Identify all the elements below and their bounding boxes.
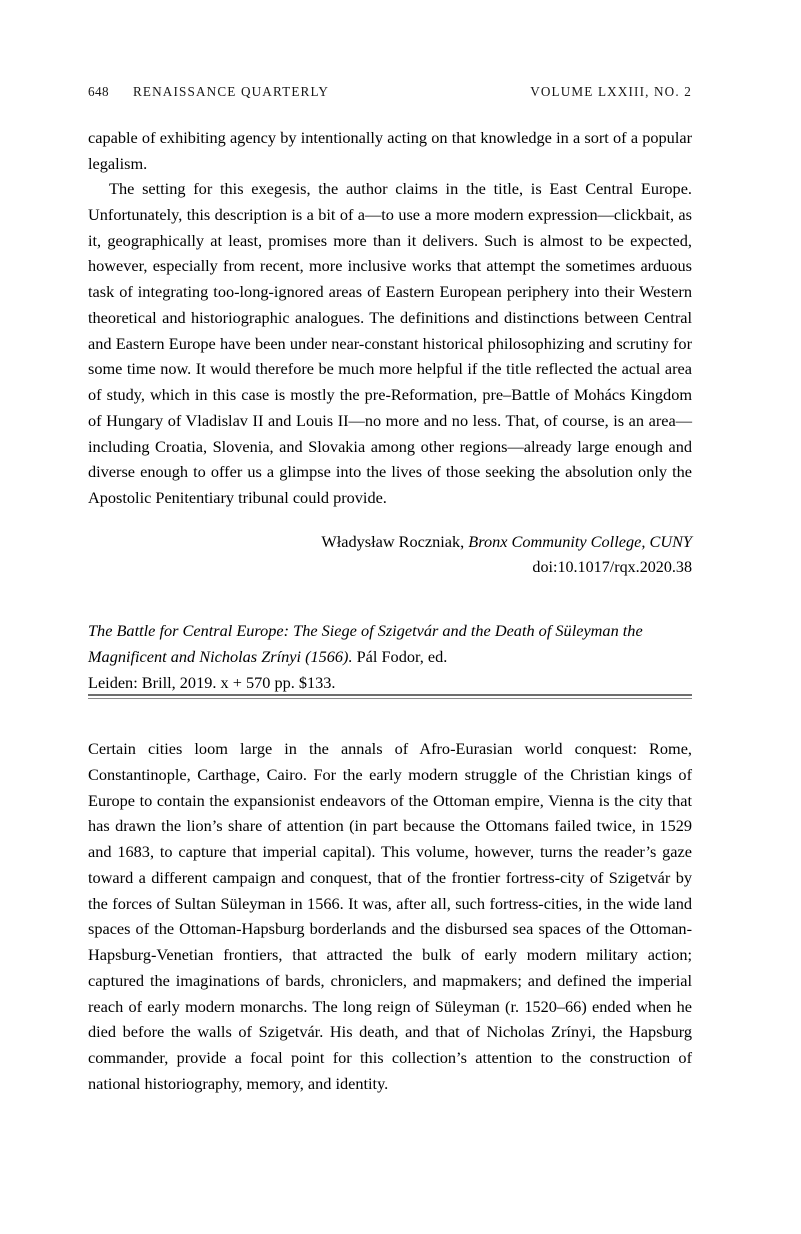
reviewer-affiliation: Bronx Community College, CUNY	[468, 532, 692, 551]
book-citation	[88, 618, 692, 696]
running-head-left	[88, 84, 329, 100]
reviewer-attribution	[88, 529, 692, 555]
previous-review-paragraph-block	[88, 176, 692, 511]
previous-review-paragraph: The setting for this exegesis, the author claims in the title, is East Central Europe. Unfortunately, this description is a bit of a—to use a more modern expression—clickbait, as it, geographically at least, promises more than it delivers. Such is almost to be expected, however, especially from recent, more inclusive works that attempt the sometimes arduous task of integrating too-long-ignored areas of Eastern European periphery into their Western theoretical and historiographic analogues. The definitions and distinctions between Central and Eastern Europe have been under near-constant historical philosophizing and scrutiny for some time now. It would therefore be much more helpful if the title reflected the actual area of study, which in this case is mostly the pre-Reformation, pre–Battle of Mohács Kingdom of Hungary of Vladislav II and Louis II—no more and no less. That, of course, is an area—including Croatia, Slovenia, and Slovakia among other regions—already large enough and diverse enough to offer us a glimpse into the lives of those seeking the absolution only the Apostolic Penitentiary tribunal could provide.	[88, 179, 692, 507]
book-editor: Pál Fodor, ed.	[352, 646, 448, 666]
review-paragraph-block	[88, 736, 692, 1097]
page-number: 648	[88, 84, 109, 99]
running-head	[88, 84, 692, 100]
doi-line: doi:10.1017/rqx.2020.38	[532, 559, 692, 576]
divider-rule-top	[88, 694, 692, 696]
review-paragraph: Certain cities loom large in the annals of Afro-Eurasian world conquest: Rome, Constantinople, Carthage, Cairo. For the early modern struggle of the Christian kings of Europe to contain the expansionist endeavors of the Ottoman empire, Vienna is the city that has drawn the lion’s share of attention (in part because the Ottomans failed twice, in 1529 and 1683, to capture that imperial capital). This volume, however, turns the reader’s gaze toward a different campaign and conquest, that of the frontier fortress-city of Szigetvár by the forces of Sultan Süleyman in 1566. It was, after all, such fortress-cities, in the wide land spaces of the Ottoman-Hapsburg borderlands and the disbursed sea spaces of the Ottoman-Hapsburg-Venetian frontiers, that attracted the bulk of early modern military action; captured the imaginations of bards, chroniclers, and mapmakers; and defined the imperial reach of early modern monarchs. The long reign of Süleyman (r. 1520–66) ended when he died before the walls of Szigetvár. His death, and that of Nicholas Zrínyi, the Hapsburg commander, provide a focal point for this collection’s attention to the construction of national historiography, memory, and identity.	[88, 739, 692, 1093]
journal-title: RENAISSANCE QUARTERLY	[132, 84, 330, 99]
reviewer-name: Władysław Roczniak,	[321, 532, 469, 551]
divider-rule-bottom	[88, 698, 692, 699]
section-divider	[88, 694, 692, 699]
continued-paragraph: capable of exhibiting agency by intentionally acting on that knowledge in a sort of a popular legalism.	[88, 128, 692, 173]
publication-line: Leiden: Brill, 2019. x + 570 pp. $133.	[88, 672, 336, 692]
continued-paragraph-block	[88, 125, 692, 177]
volume-issue: VOLUME LXXIII, NO. 2	[530, 84, 692, 99]
book-title: The Battle for Central Europe: The Siege of Szigetvár and the Death of Süleyman the Magnificent and Nicholas Zrínyi (1566).	[88, 621, 643, 666]
